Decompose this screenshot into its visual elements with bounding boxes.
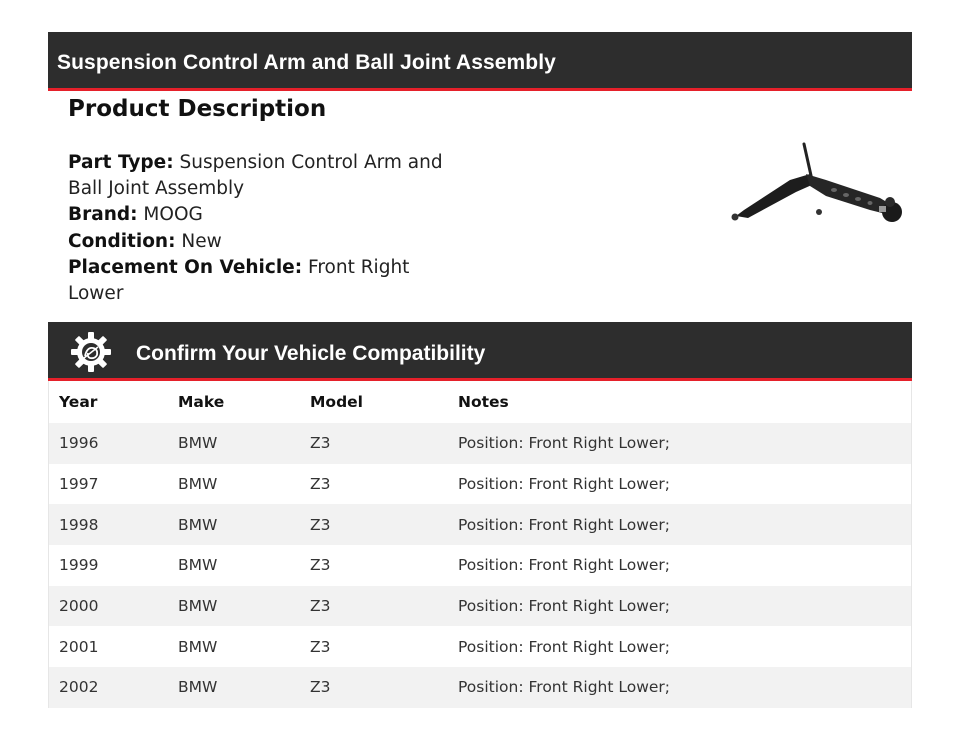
make-cell: BMW bbox=[178, 597, 218, 616]
product-description-heading: Product Description bbox=[68, 96, 327, 122]
table-row bbox=[49, 667, 911, 708]
table-row bbox=[49, 504, 911, 545]
model-cell: Z3 bbox=[310, 637, 331, 656]
part-type-row bbox=[68, 150, 448, 176]
year-cell: 2001 bbox=[59, 637, 99, 656]
notes-cell: Position: Front Right Lower; bbox=[458, 434, 671, 453]
year-cell: 1996 bbox=[59, 434, 99, 453]
make-cell: BMW bbox=[178, 678, 218, 697]
placement-row bbox=[68, 255, 448, 307]
condition-row bbox=[68, 229, 448, 255]
column-year: Year bbox=[59, 393, 98, 411]
fitment-table bbox=[49, 381, 911, 708]
placement-value: Front Right Lower bbox=[68, 256, 410, 305]
notes-cell: Position: Front Right Lower; bbox=[458, 556, 671, 575]
make-cell: BMW bbox=[178, 434, 218, 453]
compatibility-banner bbox=[48, 322, 912, 381]
placement-label: Placement On Vehicle: bbox=[68, 256, 303, 278]
table-row bbox=[49, 545, 911, 586]
part-type-value-cont: Ball Joint Assembly bbox=[68, 178, 245, 200]
model-cell: Z3 bbox=[310, 475, 331, 494]
make-cell: BMW bbox=[178, 556, 218, 575]
compatibility-table bbox=[48, 381, 912, 708]
condition-value: New bbox=[181, 230, 222, 252]
product-specs bbox=[68, 150, 448, 307]
year-cell: 1997 bbox=[59, 475, 99, 494]
table-row bbox=[49, 586, 911, 627]
year-cell: 1999 bbox=[59, 556, 99, 575]
table-row bbox=[49, 464, 911, 505]
model-cell: Z3 bbox=[310, 515, 331, 534]
table-header-row bbox=[49, 381, 911, 423]
notes-cell: Position: Front Right Lower; bbox=[458, 637, 671, 656]
condition-label: Condition: bbox=[68, 230, 176, 252]
model-cell: Z3 bbox=[310, 556, 331, 575]
brand-label: Brand: bbox=[68, 204, 138, 226]
year-cell: 1998 bbox=[59, 515, 99, 534]
column-make: Make bbox=[178, 393, 225, 411]
gear-icon bbox=[70, 331, 112, 373]
part-type-value: Suspension Control Arm and bbox=[179, 152, 443, 173]
control-arm-image bbox=[730, 140, 910, 236]
compatibility-title: Confirm Your Vehicle Compatibility bbox=[136, 342, 486, 365]
make-cell: BMW bbox=[178, 515, 218, 534]
year-cell: 2002 bbox=[59, 678, 99, 697]
table-row bbox=[49, 626, 911, 667]
notes-cell: Position: Front Right Lower; bbox=[458, 678, 671, 697]
column-notes: Notes bbox=[458, 393, 509, 411]
title-banner bbox=[48, 32, 912, 91]
model-cell: Z3 bbox=[310, 678, 331, 697]
make-cell: BMW bbox=[178, 475, 218, 494]
brand-value: MOOG bbox=[143, 204, 203, 226]
table-row bbox=[49, 423, 911, 464]
part-type-row-cont bbox=[68, 176, 448, 202]
make-cell: BMW bbox=[178, 637, 218, 656]
notes-cell: Position: Front Right Lower; bbox=[458, 597, 671, 616]
year-cell: 2000 bbox=[59, 597, 99, 616]
brand-row bbox=[68, 202, 448, 228]
notes-cell: Position: Front Right Lower; bbox=[458, 475, 671, 494]
model-cell: Z3 bbox=[310, 434, 331, 453]
notes-cell: Position: Front Right Lower; bbox=[458, 515, 671, 534]
model-cell: Z3 bbox=[310, 597, 331, 616]
column-model: Model bbox=[310, 393, 363, 411]
part-type-label: Part Type: bbox=[68, 152, 174, 173]
product-title: Suspension Control Arm and Ball Joint Assembly bbox=[57, 51, 556, 74]
